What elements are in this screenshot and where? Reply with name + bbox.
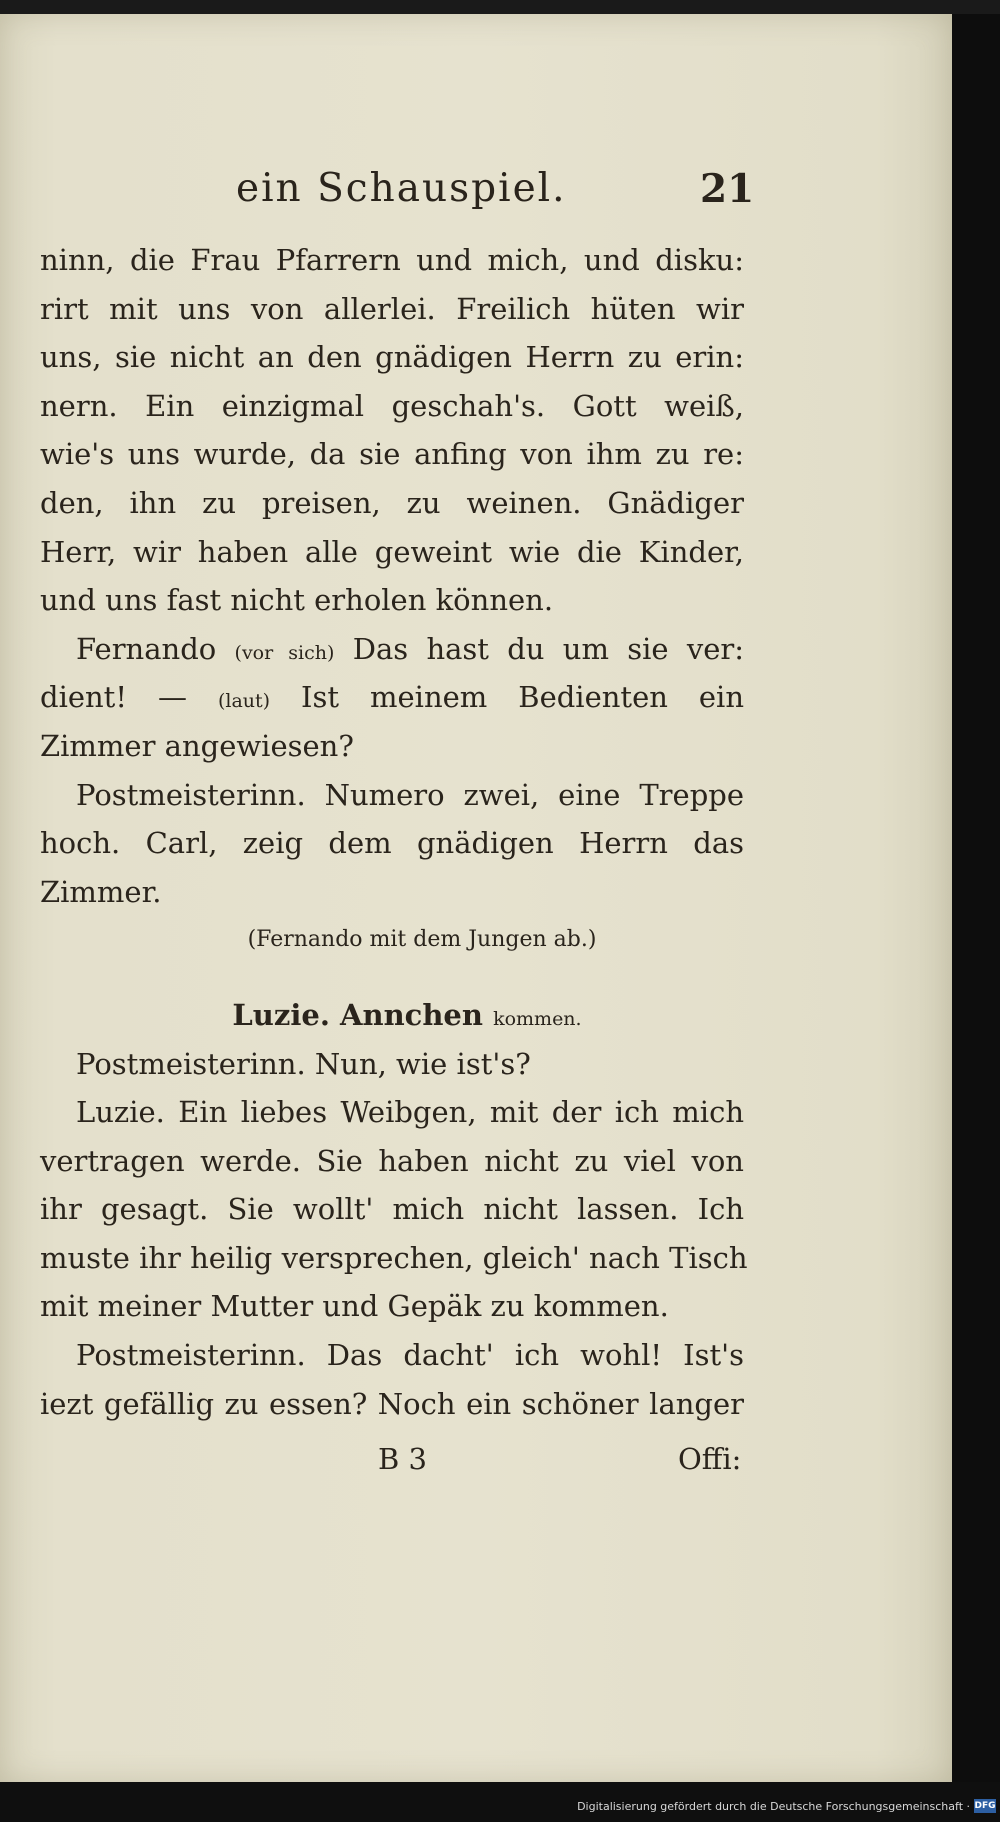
text-line: den, ihn zu preisen, zu weinen. Gnädiger <box>40 485 744 520</box>
footer-bar <box>0 1782 1000 1822</box>
text-line: wie's uns wurde, da sie anfing von ihm zu re: <box>40 437 744 472</box>
text-line: nern. Ein einzigmal geschah's. Gott weiß, <box>40 388 744 423</box>
body-text <box>40 236 748 1428</box>
postmeisterinn-speech-line: hoch. Carl, zeig dem gnädigen Herrn das <box>40 826 744 861</box>
scene-gap <box>40 965 744 991</box>
scene-action: kommen. <box>493 1007 582 1030</box>
postmeisterinn-speech-line: Postmeisterinn. Numero zwei, eine Treppe <box>76 777 744 812</box>
dialogue-line: Postmeisterinn. Nun, wie ist's? <box>76 1046 531 1081</box>
dialogue-line: vertragen werde. Sie haben nicht zu viel von <box>40 1143 744 1178</box>
text-line: ninn, die Frau Pfarrern und mich, und disku: <box>40 243 744 277</box>
text-line: und uns fast nicht erholen können. <box>40 583 554 618</box>
page-number: 21 <box>700 166 755 212</box>
dialogue-line: Luzie. Ein liebes Weibgen, mit der ich mich <box>76 1095 744 1130</box>
dialogue-line: mit meiner Mutter und Gepäk zu kommen. <box>40 1289 669 1324</box>
dialogue-line: iezt gefällig zu essen? Noch ein schöner langer <box>40 1386 744 1421</box>
scan-top-edge <box>0 0 1000 14</box>
stage-aside: (vor sich) <box>234 641 335 664</box>
signature-line <box>0 1442 952 1482</box>
dialogue-line: muste ihr heilig versprechen, gleich' nach Tisch <box>40 1240 748 1275</box>
dialogue-line: ihr gesagt. Sie wollt' mich nicht lassen. Ich <box>40 1192 744 1227</box>
funding-credit: Digitalisierung gefördert durch die Deutsche Forschungsgemeinschaft · <box>577 1800 970 1813</box>
dialogue-line: Postmeisterinn. Das dacht' ich wohl! Ist's <box>76 1338 744 1373</box>
stage-direction: (Fernando mit dem Jungen ab.) <box>247 927 597 953</box>
fernando-speech-line-3: Zimmer angewiesen? <box>40 728 354 763</box>
scene-characters: Luzie. Annchen <box>232 997 483 1032</box>
running-head <box>0 166 952 222</box>
dfg-logo: DFG <box>974 1801 996 1811</box>
speaker-name: Fernando <box>76 631 217 666</box>
text-line: uns, sie nicht an den gnädigen Herrn zu erin: <box>40 340 744 375</box>
text-line: rirt mit uns von allerlei. Freilich hüten wir <box>40 291 744 326</box>
speech-text: Das hast du um sie ver: <box>352 631 745 666</box>
catchword: Offi: <box>678 1442 742 1476</box>
fernando-speech-line-1 <box>40 625 744 674</box>
running-head-title: ein Schauspiel. <box>236 166 567 211</box>
stage-aside: (laut) <box>217 690 271 713</box>
signature-mark: B 3 <box>378 1442 427 1476</box>
speech-text: dient! — <box>40 680 187 715</box>
fernando-speech-line-2 <box>40 673 744 722</box>
speech-text: Ist meinem Bedienten ein <box>301 680 744 715</box>
scan-right-edge <box>952 14 1000 1782</box>
text-line: Herr, wir haben alle geweint wie die Kinder, <box>40 534 744 569</box>
postmeisterinn-speech-line: Zimmer. <box>40 874 162 909</box>
book-page <box>0 14 952 1782</box>
scene-heading <box>40 991 744 1040</box>
